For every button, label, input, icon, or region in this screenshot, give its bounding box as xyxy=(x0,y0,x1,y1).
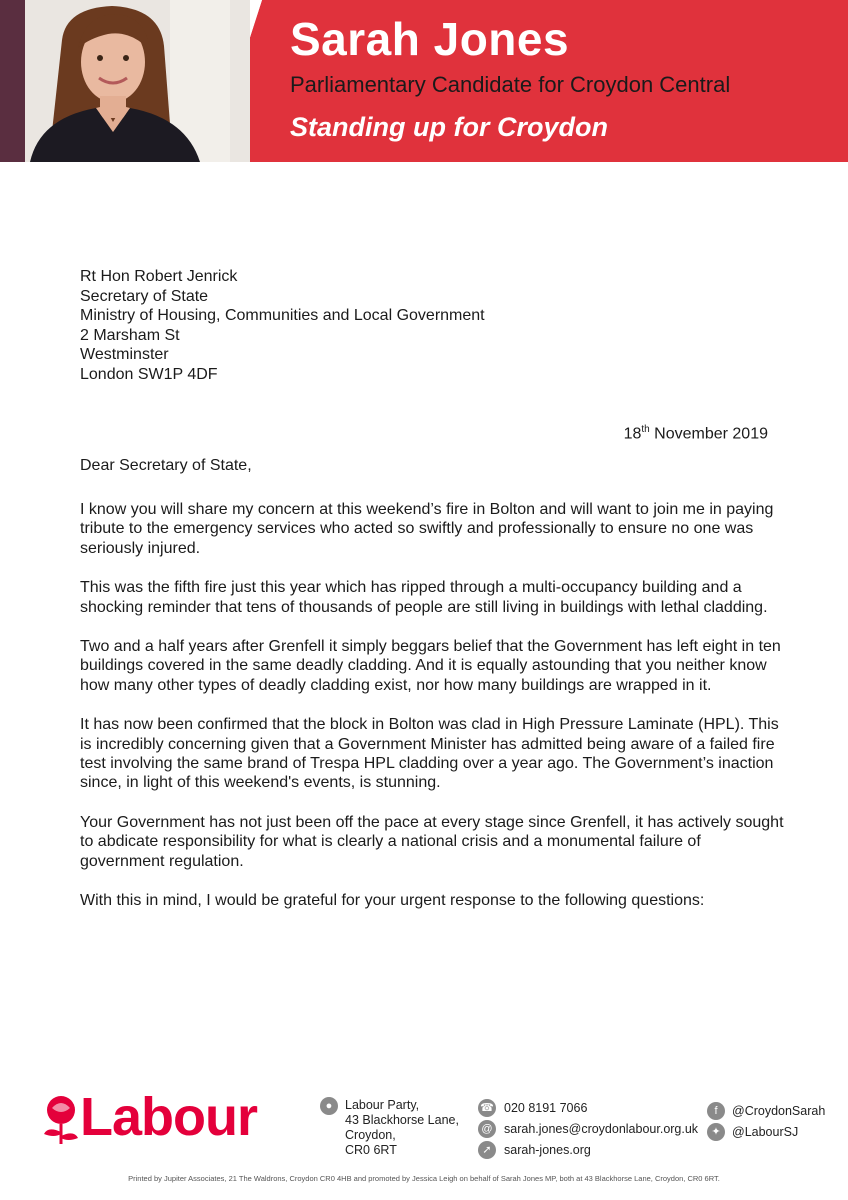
body-paragraph: This was the fifth fire just this year which has ripped through a multi-occupancy building and a shocking reminder that tens of thousands of people are still living in buildings with lethal cladding. xyxy=(80,579,768,616)
address-line: 43 Blackhorse Lane, xyxy=(345,1113,459,1127)
email-icon: @ xyxy=(478,1120,496,1138)
address-line: Labour Party, xyxy=(345,1098,420,1112)
address-line: CR0 6RT xyxy=(345,1143,397,1157)
body-paragraph: Your Government has not just been off the pace at every stage since Grenfell, it has actively sought to abdicate responsibility for what is clearly a national crisis and a monumental failure of government regulation. xyxy=(80,813,784,870)
recipient-line: 2 Marsham St xyxy=(80,326,180,344)
printed-by-imprint: Printed by Jupiter Associates, 21 The Waldrons, Croydon CR0 4HB and promoted by Jessica Leigh on behalf of Sarah Jones MP, both at 43 Blackhorse Lane, Croydon, CR0 6RT. xyxy=(128,1174,720,1183)
footer-phone: 020 8191 7066 xyxy=(504,1101,588,1115)
recipient-line: Ministry of Housing, Communities and Local Government xyxy=(80,307,485,325)
recipient-line: London SW1P 4DF xyxy=(80,365,218,383)
letter-body xyxy=(80,500,785,931)
body-paragraph: Two and a half years after Grenfell it simply beggars belief that the Government has left eight in ten buildings covered in the same deadly cladding. And it is equally astounding that you neither know how many other types of deadly cladding exist, nor how many buildings are wrapped in it. xyxy=(80,638,781,694)
footer-email[interactable]: sarah.jones@croydonlabour.org.uk xyxy=(504,1122,699,1136)
labour-rose-icon xyxy=(40,1094,82,1146)
recipient-line: Rt Hon Robert Jenrick xyxy=(80,268,238,285)
body-paragraph: With this in mind, I would be grateful for your urgent response to the following questions: xyxy=(80,892,705,910)
phone-icon: ☎ xyxy=(478,1099,496,1117)
twitter-icon: ✦ xyxy=(707,1123,725,1141)
footer-twitter[interactable]: @LabourSJ xyxy=(732,1125,799,1139)
cursor-icon: ➚ xyxy=(478,1141,496,1159)
date-suffix: th xyxy=(641,424,650,435)
body-paragraph: It has now been confirmed that the block in Bolton was clad in High Pressure Laminate (HPL). This is incredibly concerning given that a Government Minister has admitted being aware of a failed fire test involving the same brand of Trespa HPL cladding over a year ago. The Government’s inaction since, in light of this weekend's events, is stunning. xyxy=(80,716,779,792)
address-line: Croydon, xyxy=(345,1128,396,1142)
recipient-address xyxy=(80,267,485,385)
salutation: Dear Secretary of State, xyxy=(80,457,252,474)
candidate-name: Sarah Jones xyxy=(290,13,570,65)
labour-logo-text: Labour xyxy=(80,1087,257,1147)
candidate-slogan: Standing up for Croydon xyxy=(290,112,608,142)
recipient-line: Westminster xyxy=(80,346,169,364)
recipient-line: Secretary of State xyxy=(80,287,209,305)
candidate-subtitle: Parliamentary Candidate for Croydon Central xyxy=(290,72,731,97)
facebook-icon: f xyxy=(707,1102,725,1120)
footer-address xyxy=(345,1098,459,1158)
body-paragraph: I know you will share my concern at this weekend’s fire in Bolton and will want to join me in paying tribute to the emergency services who acted so swiftly and professionally to ensure no one was seriously injured. xyxy=(80,501,774,557)
date-day: 18 xyxy=(623,425,642,443)
footer-facebook[interactable]: @CroydonSarah xyxy=(732,1104,826,1118)
date-rest: November 2019 xyxy=(649,425,768,443)
letter-date xyxy=(624,424,768,443)
footer-website[interactable]: sarah-jones.org xyxy=(504,1143,591,1157)
letterhead-banner xyxy=(0,0,848,162)
location-pin-icon: ● xyxy=(320,1097,338,1115)
candidate-photo xyxy=(0,0,250,162)
